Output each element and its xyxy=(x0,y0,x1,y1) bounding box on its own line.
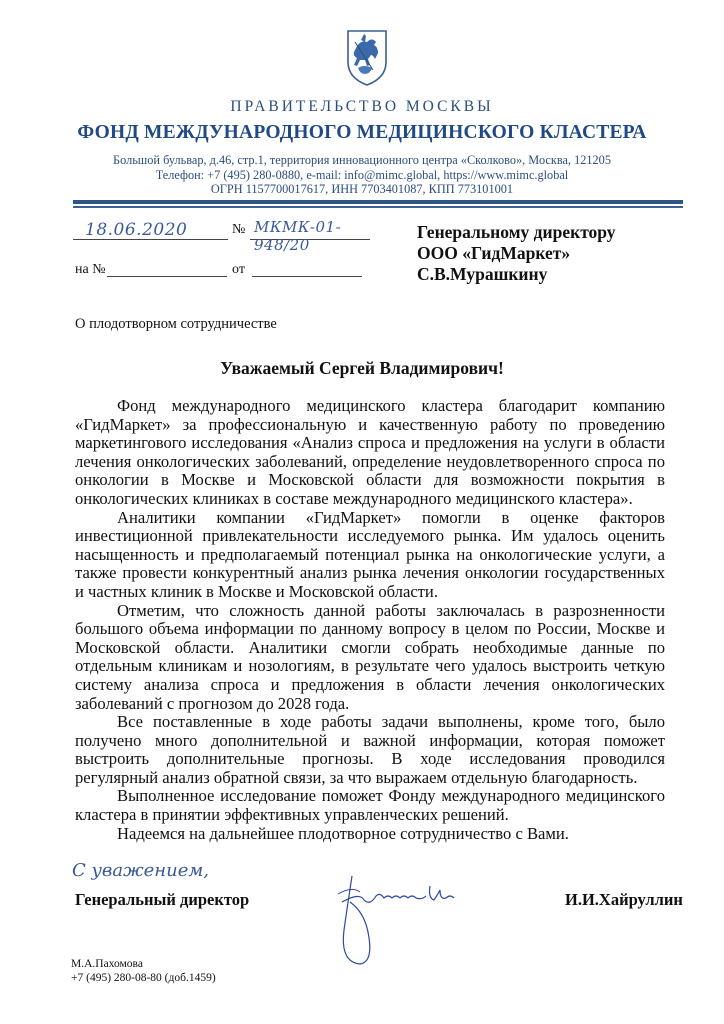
signer-name: И.И.Хайруллин xyxy=(565,890,683,909)
handwritten-signature-icon xyxy=(330,872,500,972)
letter-subject: О плодотворном сотрудничестве xyxy=(75,316,277,332)
organization-name: ФОНД МЕЖДУНАРОДНОГО МЕДИЦИНСКОГО КЛАСТЕРА xyxy=(77,122,647,143)
recipient-block xyxy=(417,222,616,285)
signer-title: Генеральный директор xyxy=(75,890,250,909)
outgoing-number: МКМК-01-948/20 xyxy=(250,218,370,240)
organization-phone-email: Телефон: +7 (495) 280-0880, e-mail: info@mimc.global, https://www.mimc.global xyxy=(155,167,569,182)
number-label: № xyxy=(232,222,246,237)
paragraph: Надеемся на дальнейшее плодотворное сотрудничество с Вами. xyxy=(117,823,569,843)
reply-to-number-field xyxy=(107,262,227,277)
paragraph: Аналитики компании «ГидМаркет» помогли в оценке факторов инвестиционной привлекательности исследуемого рынка. Им удалось оценить насыщенность и предполагаемый потенциал рынка на онкологические услуги, а также провести конкурентный анализ рынка лечения онкологии государственных и частных клиник в Москве и Московской области. xyxy=(75,507,665,601)
executor-name: М.А.Пахомова xyxy=(71,958,143,970)
reply-to-date-field xyxy=(252,262,362,277)
letterhead-divider-thick xyxy=(73,200,683,204)
organization-address: Большой бульвар, д.46, стр.1, территория инновационного центра «Сколково», Москва, 121205 xyxy=(113,153,611,167)
recipient-name: С.В.Мурашкину xyxy=(417,264,548,284)
greeting: Уважаемый Сергей Владимирович! xyxy=(220,358,504,378)
paragraph: Все поставленные в ходе работы задачи выполнены, кроме того, было получено много дополнительной и важной информации, которая поможет выстроить дополнительные прогнозы. В ходе исследования проводился регулярный анализ обратной связи, за что выражаем отдельную благодарность. xyxy=(75,712,665,787)
recipient-position: Генеральному директору xyxy=(417,222,616,242)
paragraph: Выполненное исследование поможет Фонду международного медицинского кластера в принятии эффективных управленческих решений. xyxy=(75,786,665,825)
executor-block xyxy=(71,957,216,985)
moscow-coat-of-arms-icon xyxy=(345,28,389,88)
outgoing-date: 18.06.2020 xyxy=(73,220,228,240)
organization-contacts xyxy=(0,153,724,197)
letter-body xyxy=(75,397,665,843)
from-label: от xyxy=(232,262,245,277)
reply-to-label: на № xyxy=(75,262,106,277)
paragraph: Отметим, что сложность данной работы заключалась в разрозненности большого объема информации по данному вопросу в целом по России, Москве и Московской области. Аналитики смогли собрать необходимые данные по отдельным клиникам и нозологиям, в результате чего удалось выстроить четкую систему анализа спроса и предложения в области лечения онкологических заболеваний с прогнозом до 2028 года. xyxy=(75,600,665,713)
organization-registration: ОГРН 1157700017617, ИНН 7703401087, КПП 773101001 xyxy=(210,182,514,196)
recipient-company: ООО «ГидМаркет» xyxy=(417,243,571,263)
letterhead-divider-thin xyxy=(73,206,683,208)
handwritten-closing: С уважением, xyxy=(72,860,210,881)
paragraph: Фонд международного медицинского кластера благодарит компанию «ГидМаркет» за профессиональную и качественную работу по проведению маркетингового исследования «Анализ спроса и предложения на услуги в области лечения онкологических заболеваний, определение неудовлетворенного спроса по онкологии в Москве и Московской области для возможности покрытия в онкологических клиниках в составе международного медицинского кластера». xyxy=(75,396,665,508)
executor-phone: +7 (495) 280-08-80 (доб.1459) xyxy=(71,972,216,984)
government-title: ПРАВИТЕЛЬСТВО МОСКВЫ xyxy=(230,98,494,115)
